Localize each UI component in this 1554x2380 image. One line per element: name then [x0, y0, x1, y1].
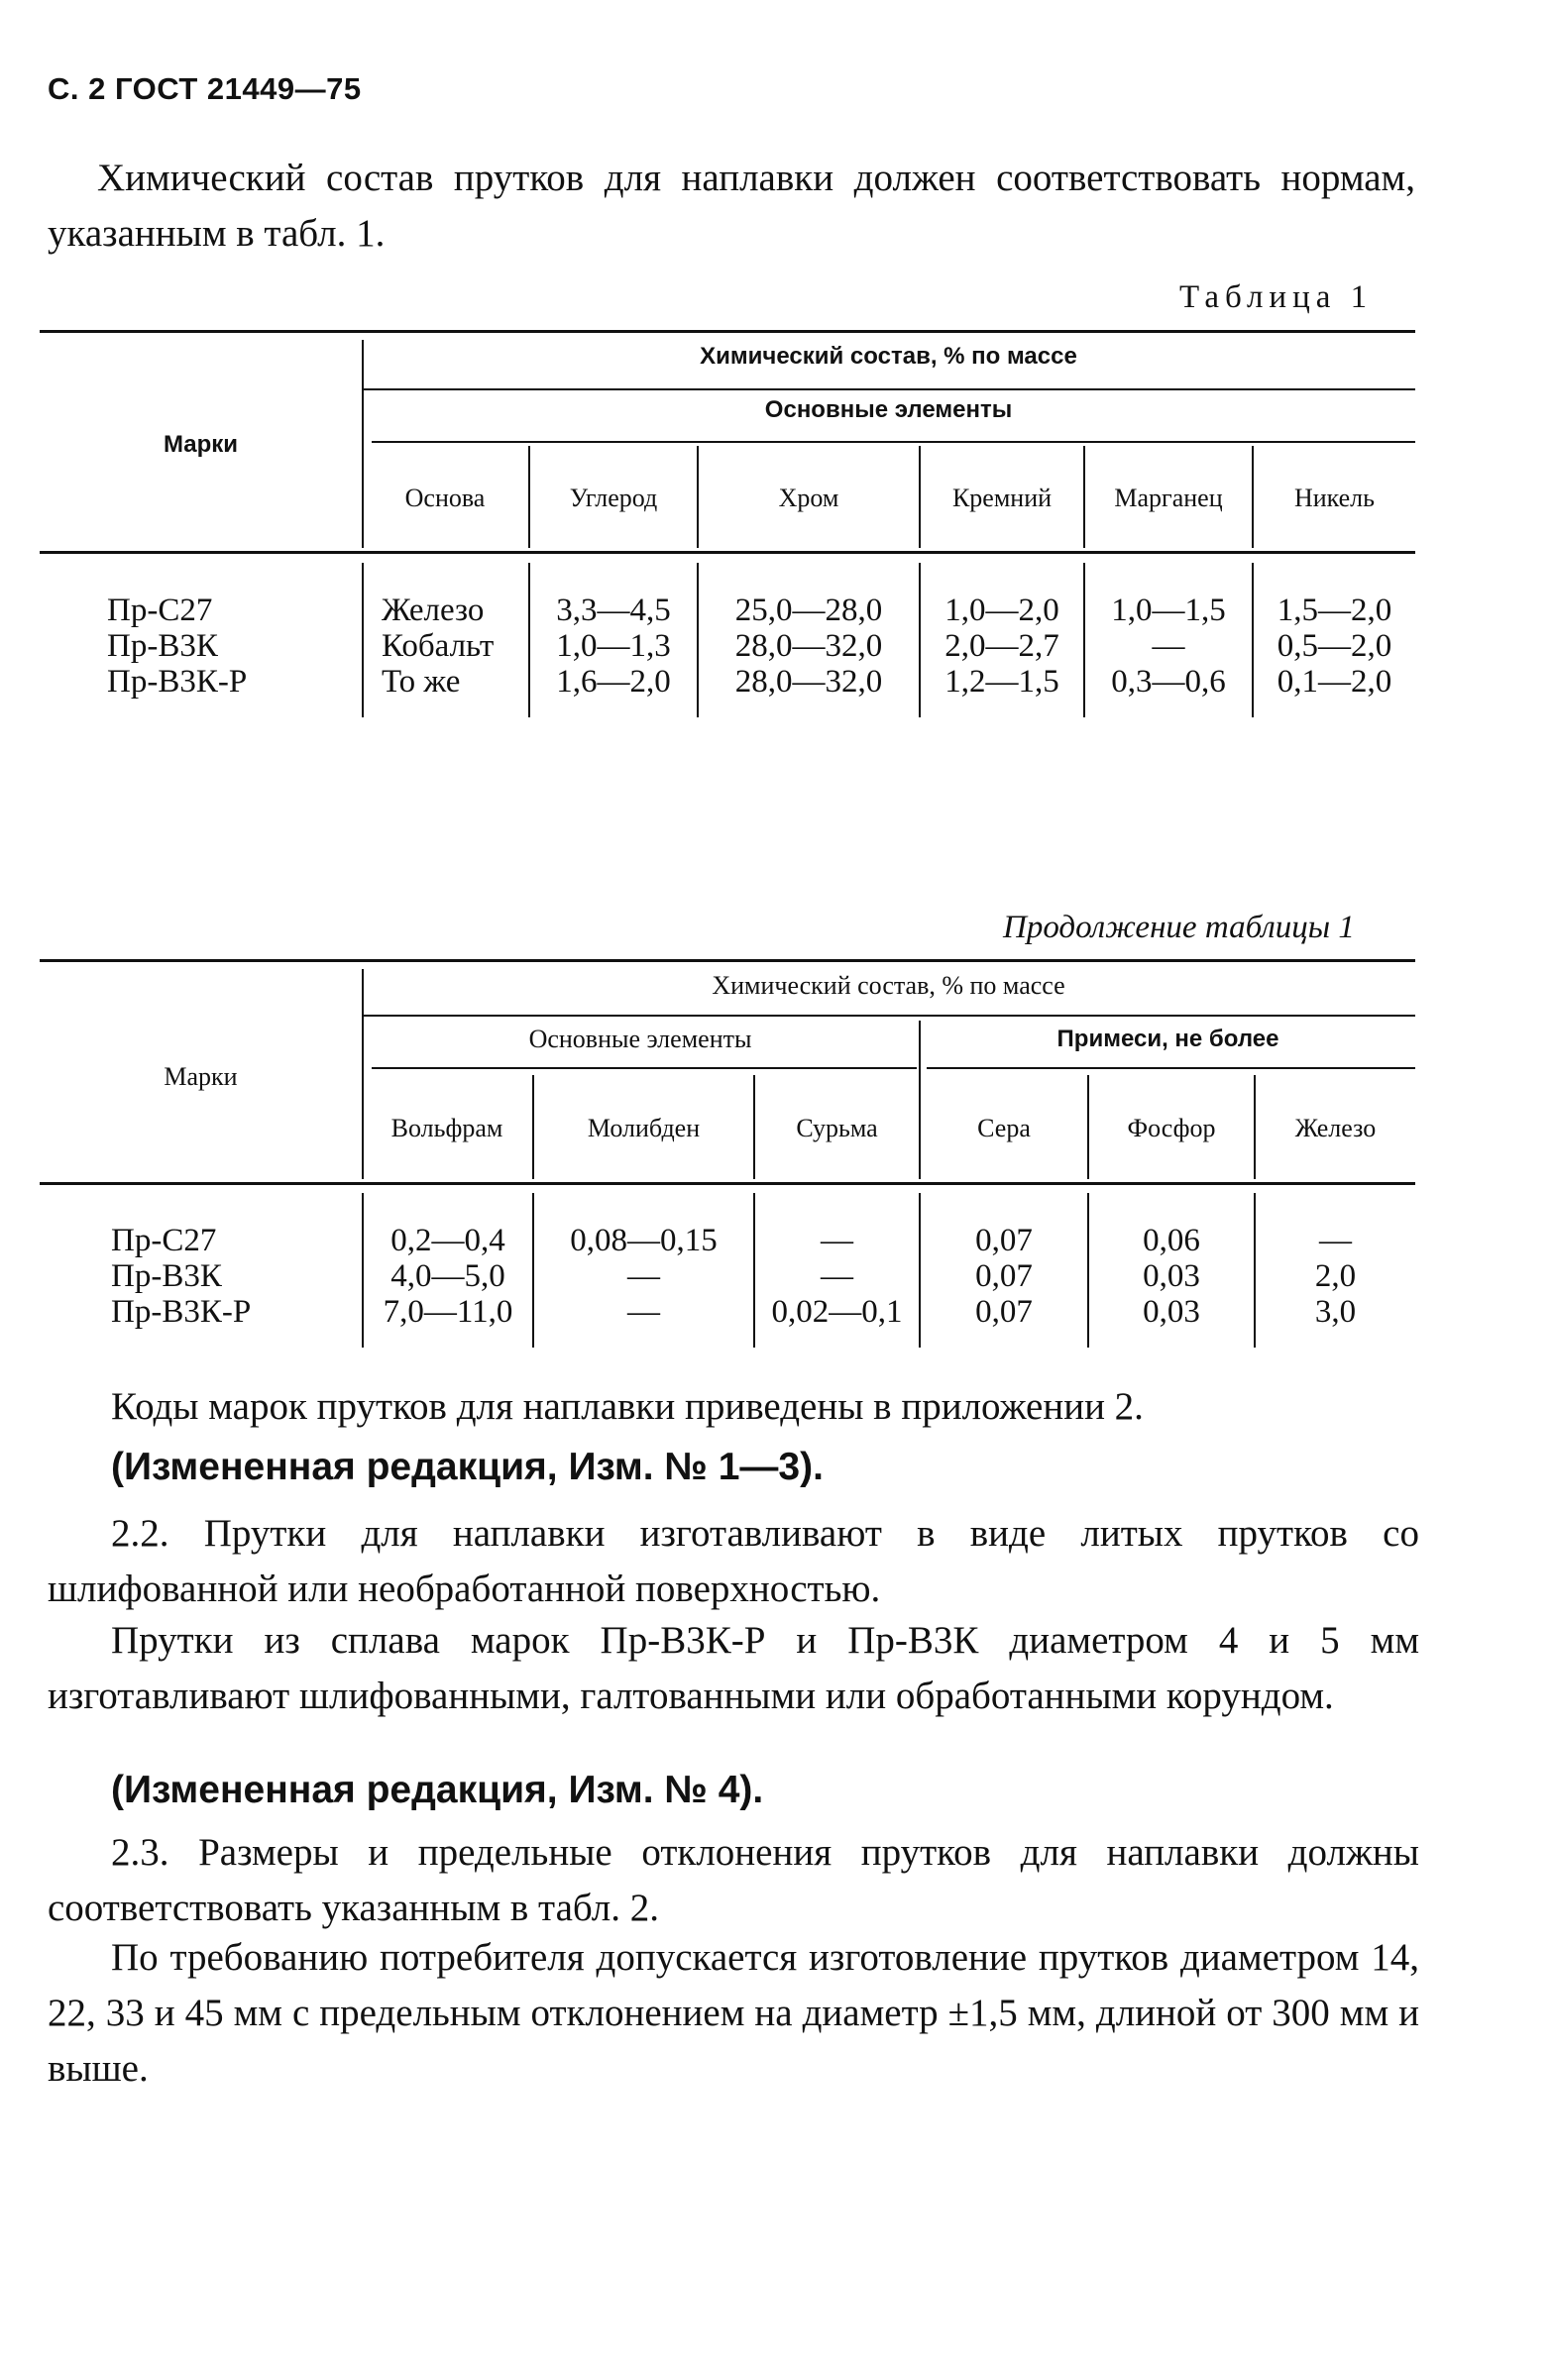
table1-cont-cell: —: [1319, 1223, 1352, 1258]
table1-cell: 2,0—2,7: [944, 628, 1059, 664]
table1-cont-col-header: Сера: [977, 1114, 1031, 1142]
table1-row-header: Марки: [163, 431, 239, 458]
table1-cont-col-header: Сурьма: [796, 1114, 878, 1142]
table1-mark: Пр-С27: [107, 593, 213, 628]
paragraph-2-2: 2.2. Прутки для наплавки изготавливают в виде литых прутков со шлифованной или необработанной поверхностью.: [48, 1512, 1419, 1610]
table1-cont-row-header: Марки: [164, 1062, 238, 1091]
table1-cont-cell: 0,06: [1143, 1223, 1200, 1258]
page-header: С. 2 ГОСТ 21449—75: [48, 71, 362, 106]
table1-cell: 1,2—1,5: [944, 664, 1059, 700]
table1-cont-cell: 0,07: [975, 1258, 1033, 1294]
table1-marks: [107, 593, 247, 700]
table1-cont-mark: Пр-В3К-Р: [111, 1294, 252, 1330]
table1-cell: 1,0—1,3: [556, 628, 671, 664]
table1-cont-cell: 2,0: [1314, 1258, 1357, 1294]
table1-cont-sub-header-main: Основные элементы: [528, 1025, 752, 1053]
table1-cont-sub-header-impurities: Примеси, не более: [1056, 1026, 1279, 1052]
table1-cont-col-surma: [755, 1223, 919, 1330]
table1-caption: Таблица 1: [1179, 279, 1374, 315]
table1-cont-cell: 0,07: [975, 1294, 1033, 1330]
table1-col-uglerod: [530, 593, 697, 700]
codes-paragraph: Коды марок прутков для наплавки приведены в приложении 2.: [111, 1385, 1144, 1428]
table1-cont-col-header: Вольфрам: [390, 1114, 503, 1142]
table1-col-osnova: [382, 593, 494, 700]
table1-col-header: Хром: [778, 484, 839, 512]
table1-cont-col-molibden: [534, 1223, 753, 1330]
table1-cont-cell: —: [821, 1223, 853, 1258]
table1-cell: —: [1152, 628, 1185, 664]
table1-cont-cell: 4,0—5,0: [390, 1258, 505, 1294]
table1-cell: 3,3—4,5: [556, 593, 671, 628]
table1-cont-cell: 0,02—0,1: [771, 1294, 903, 1330]
table1-cont-mark: Пр-С27: [111, 1223, 217, 1258]
paragraph-2-2-b: Прутки из сплава марок Пр-В3К-Р и Пр-В3К диаметром 4 и 5 мм изготавливают шлифованными, галтованными или обработанными корундом.: [48, 1619, 1419, 1717]
table1-cell: 25,0—28,0: [734, 593, 883, 628]
table1-col-header: Кремний: [951, 484, 1053, 512]
table1-cont-caption: Продолжение таблицы 1: [1003, 910, 1355, 945]
table1-cell: 0,5—2,0: [1276, 628, 1392, 664]
table1-cell: 1,5—2,0: [1276, 593, 1392, 628]
intro-paragraph: Химический состав прутков для наплавки должен соответствовать нормам, указанным в табл. 1.: [48, 157, 1415, 255]
table1-cont-col-header: Железо: [1294, 1114, 1377, 1142]
table1-cont-group-header: Химический состав, % по массе: [712, 971, 1065, 1000]
table1-cell: 0,1—2,0: [1276, 664, 1392, 700]
table1-mark: Пр-В3К: [107, 628, 218, 664]
table1-mark: Пр-В3К-Р: [107, 664, 248, 700]
table1-cell: 28,0—32,0: [734, 664, 883, 700]
table1-cell: Кобальт: [382, 628, 495, 664]
table1-sub-header: Основные элементы: [764, 396, 1013, 423]
table1-cont-cell: —: [821, 1258, 853, 1294]
table1-col-hrom: [699, 593, 919, 700]
table1-col-header: Марганец: [1114, 484, 1223, 512]
table1-cell: 1,6—2,0: [556, 664, 671, 700]
table1-cell: Железо: [382, 593, 485, 628]
table1-cell: 0,3—0,6: [1111, 664, 1226, 700]
table1-cell: То же: [382, 664, 461, 700]
table1-col-header: Углерод: [569, 484, 658, 512]
table1-group-header: Химический состав, % по массе: [700, 343, 1077, 370]
table1-col-kremniy: [921, 593, 1083, 700]
table1-cont-cell: 0,07: [975, 1223, 1033, 1258]
table1-cell: 1,0—2,0: [944, 593, 1059, 628]
table1-col-nikel: [1254, 593, 1415, 700]
table1-cont-cell: 3,0: [1314, 1294, 1357, 1330]
table1-cont-mark: Пр-В3К: [111, 1258, 222, 1294]
revision-note-1: (Измененная редакция, Изм. № 1—3).: [111, 1446, 824, 1488]
table1-col-header: Никель: [1293, 484, 1376, 512]
table1-col-marganec: [1085, 593, 1252, 700]
table1-cont-col-header: Фосфор: [1127, 1114, 1216, 1142]
table1-cont-cell: 0,2—0,4: [390, 1223, 505, 1258]
table1-cont-col-volfram: [364, 1223, 532, 1330]
table1-cont-cell: —: [627, 1258, 660, 1294]
table1-cont-cell: —: [627, 1294, 660, 1330]
revision-note-2: (Измененная редакция, Изм. № 4).: [111, 1769, 764, 1811]
table1-cont-cell: 0,03: [1143, 1258, 1200, 1294]
table1-cont-marks: [111, 1223, 251, 1330]
paragraph-2-3: 2.3. Размеры и предельные отклонения прутков для наплавки должны соответствовать указанным в табл. 2.: [48, 1831, 1419, 1929]
table1-cont-cell: 0,03: [1143, 1294, 1200, 1330]
table1-col-header: Основа: [404, 484, 486, 512]
table1-cont-cell: 7,0—11,0: [383, 1294, 513, 1330]
table1-cont-col-zhelezo: [1256, 1223, 1415, 1330]
table1-cont-cell: 0,08—0,15: [570, 1223, 718, 1258]
table1-cell: 1,0—1,5: [1111, 593, 1226, 628]
table1-cont-col-header: Молибден: [587, 1114, 701, 1142]
paragraph-2-3-b: По требованию потребителя допускается изготовление прутков диаметром 14, 22, 33 и 45 мм с предельным отклонением на диаметр ±1,5 мм, длиной от 300 мм и выше.: [48, 1936, 1419, 2090]
table1-cont-col-fosfor: [1089, 1223, 1254, 1330]
table1-cell: 28,0—32,0: [734, 628, 883, 664]
table1-cont-col-sera: [921, 1223, 1087, 1330]
